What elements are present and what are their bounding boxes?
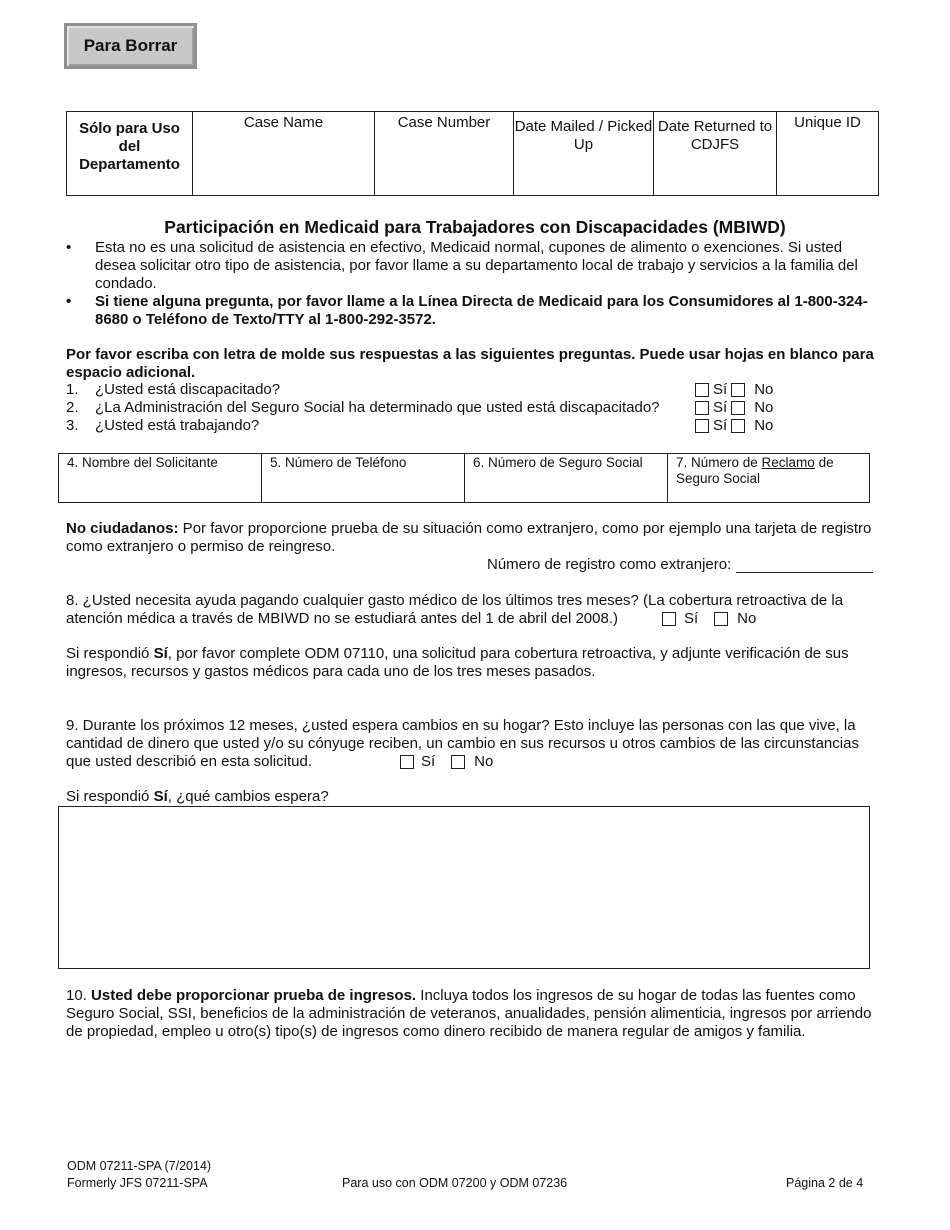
q1-no-checkbox[interactable] [731, 383, 745, 397]
q2-no-checkbox[interactable] [731, 401, 745, 415]
footer-form-id: ODM 07211-SPA (7/2014) [67, 1159, 212, 1173]
claim-label-suffix: de Seguro Social [676, 455, 834, 486]
followup-text: , ¿qué cambios espera? [167, 788, 329, 805]
question-2 [66, 399, 786, 417]
question-8-text: 8. ¿Usted necesita ayuda pagando cualquier gasto médico de los últimos tres meses? (La cobertura retroactiva de la atención médica a través de MBIWD no se estudiará antes del 1 de abril del 2008.) [66, 592, 844, 627]
bullet-symbol: • [66, 293, 72, 310]
no-label: No [754, 399, 774, 416]
question-text: ¿Usted está discapacitado? [95, 381, 281, 398]
bullet-text: Si tiene alguna pregunta, por favor llame a la Línea Directa de Medicaid para los Consumidores al 1-800-324-8680 o Teléfono de Texto/TTY al 1-800-292-3572. [95, 293, 868, 328]
bullet-symbol: • [66, 239, 72, 256]
q2-yes-checkbox[interactable] [695, 401, 709, 415]
question-8 [66, 592, 884, 628]
question-8-followup [66, 645, 884, 681]
question-number: 2. [66, 399, 79, 416]
question-10-bold: Usted debe proporcionar prueba de ingresos. [91, 987, 417, 1004]
page-title: Participación en Medicaid para Trabajadores con Discapacidades (MBIWD) [164, 217, 786, 237]
claim-label-prefix: 7. Número de [676, 455, 762, 470]
print-instructions: Por favor escriba con letra de molde sus respuestas a las siguientes preguntas. Puede usar hojas en blanco para espacio adicional. [66, 346, 874, 381]
q8-yes-checkbox[interactable] [662, 612, 676, 626]
yes-label: Sí [713, 399, 728, 416]
ssn-field[interactable]: 6. Número de Seguro Social [465, 454, 668, 502]
dept-use-header: Sólo para Uso del Departamento [67, 112, 193, 195]
footer-formerly: Formerly JFS 07211-SPA [67, 1176, 208, 1190]
question-1 [66, 381, 786, 399]
unique-id-field[interactable]: Unique ID [794, 114, 861, 131]
claim-number-field[interactable] [668, 454, 869, 502]
q9-yes-checkbox[interactable] [400, 755, 414, 769]
applicant-name-field[interactable]: 4. Nombre del Solicitante [59, 454, 262, 502]
question-10-text: Incluya todos los ingresos de su hogar de todas las fuentes como Seguro Social, SSI, beneficios de la administración de veteranos, anualidades, pensión alimenticia, ingresos por arriendo de propiedad, empleo u otro(s) tipo(s) de ingresos como dinero recibido de manera regular de amigos y familia. [66, 987, 872, 1040]
noncitizens-paragraph [66, 520, 884, 556]
followup-prefix: Si respondió [66, 645, 154, 662]
footer-page-number: Página 2 de 4 [786, 1176, 864, 1190]
question-number: 1. [66, 381, 79, 398]
q3-yes-checkbox[interactable] [695, 419, 709, 433]
question-text: ¿Usted está trabajando? [95, 417, 260, 434]
expected-changes-textarea[interactable] [58, 806, 870, 969]
q8-no-checkbox[interactable] [714, 612, 728, 626]
q9-no-checkbox[interactable] [451, 755, 465, 769]
q3-no-checkbox[interactable] [731, 419, 745, 433]
department-use-table [66, 111, 879, 196]
question-9-followup [66, 788, 884, 806]
question-3 [66, 417, 786, 435]
followup-text: , por favor complete ODM 07110, una solicitud para cobertura retroactiva, y adjunte verificación de sus ingresos, recursos y gastos médicos para cada uno de los tres meses pasados. [66, 645, 849, 680]
noncitizens-text: Por favor proporcione prueba de su situación como extranjero, como por ejemplo una tarjeta de registro como extranjero o permiso de reingreso. [66, 520, 872, 555]
yes-label: Sí [683, 610, 699, 628]
clear-form-button[interactable]: Para Borrar [64, 23, 197, 69]
followup-prefix: Si respondió [66, 788, 154, 805]
case-name-field[interactable]: Case Name [193, 112, 375, 195]
question-text: ¿La Administración del Seguro Social ha determinado que usted está discapacitado? [95, 399, 660, 416]
noncitizens-label: No ciudadanos: [66, 520, 179, 537]
bullet-text: Esta no es una solicitud de asistencia en efectivo, Medicaid normal, cupones de alimento o exenciones. Si usted desea solicitar otro tipo de asistencia, por favor llame a su departamento local de trabajo y servicios a la familia del condado. [95, 239, 858, 292]
question-number: 3. [66, 417, 79, 434]
followup-bold: Sí [153, 645, 168, 662]
q1-yes-checkbox[interactable] [695, 383, 709, 397]
yes-label: Sí [420, 753, 436, 771]
question-10-number: 10. [66, 987, 92, 1004]
question-9-text: 9. Durante los próximos 12 meses, ¿usted espera cambios en su hogar? Esto incluye las personas con las que vive, la cantidad de dinero que usted y/o su cónyuge reciben, un cambio en sus recursos u otros cambios de las circunstancias que usted describió en esta solicitud. [66, 717, 859, 770]
question-10 [66, 987, 884, 1041]
footer-usage: Para uso con ODM 07200 y ODM 07236 [342, 1176, 568, 1190]
alien-registration-input[interactable] [736, 556, 873, 573]
claim-label-underlined: Reclamo [761, 455, 815, 470]
no-label: No [737, 610, 757, 628]
phone-number-field[interactable]: 5. Número de Teléfono [262, 454, 465, 502]
alien-registration-row [487, 556, 873, 574]
yes-label: Sí [713, 381, 728, 398]
yes-label: Sí [713, 417, 728, 434]
case-number-field[interactable]: Case Number [375, 112, 514, 195]
bullet-info-hotline [66, 293, 872, 329]
question-9 [66, 717, 884, 771]
followup-bold: Sí [153, 788, 168, 805]
no-label: No [754, 417, 774, 434]
date-returned-field[interactable]: Date Returned to CDJFS [654, 112, 777, 195]
bullet-info-not-cash [66, 239, 872, 293]
no-label: No [474, 753, 494, 771]
alien-registration-label: Número de registro como extranjero: [487, 556, 732, 573]
applicant-info-table [58, 453, 870, 503]
no-label: No [754, 381, 774, 398]
date-mailed-field[interactable]: Date Mailed / Picked Up [514, 112, 654, 195]
